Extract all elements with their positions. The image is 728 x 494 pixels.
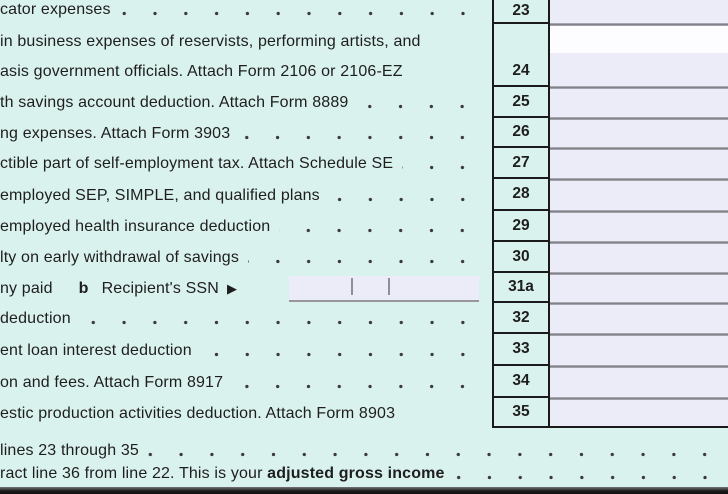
row-separator	[550, 272, 728, 275]
row-separator	[550, 302, 728, 305]
line-29-label: employed health insurance deduction	[0, 218, 271, 235]
line-number: 30	[512, 247, 530, 265]
summary-label: ract line 36 from line 22. This is your	[0, 465, 268, 482]
leader-dots	[402, 154, 480, 174]
line-26-label: ng expenses. Attach Form 3903	[0, 125, 231, 142]
ssn-segment-divider	[388, 278, 390, 295]
line-35-description	[0, 404, 480, 424]
line-34-label: on and fees. Attach Form 8917	[0, 374, 224, 391]
summary-line-36-description	[0, 441, 722, 461]
line-27-label: ctible part of self-employment tax. Attach Schedule SE	[0, 155, 394, 172]
line-27-number-box	[494, 148, 548, 179]
line-number: 29	[512, 216, 530, 234]
line-33-amount-field[interactable]	[550, 336, 728, 364]
line-32-label: deduction	[0, 310, 71, 327]
line-24-amount-field[interactable]	[550, 53, 728, 84]
line-24-non-entry-area	[550, 26, 728, 53]
row-separator	[550, 241, 728, 244]
leader-dots	[120, 0, 480, 20]
line-29-description	[0, 217, 480, 237]
line-24-label-1: in business expenses of reservists, performing artists, and	[0, 33, 421, 50]
line-35-label: estic production activities deduction. Attach Form 8903	[0, 405, 396, 422]
line-31a-description	[0, 279, 480, 299]
leader-dots	[454, 464, 722, 484]
row-separator	[550, 397, 728, 400]
line-30-amount-field[interactable]	[550, 244, 728, 271]
line-35-number-box	[494, 398, 548, 428]
row-separator	[550, 117, 728, 120]
line-31a-sub-prefix: b	[78, 280, 89, 297]
leader-dots	[329, 186, 480, 206]
pointer-arrow-icon: ▶	[226, 281, 238, 296]
line-34-amount-field[interactable]	[550, 368, 728, 396]
summary-label-bold: adjusted gross income	[267, 465, 445, 482]
leader-dots	[201, 341, 480, 361]
line-33-label: ent loan interest deduction	[0, 342, 192, 359]
line-27-description	[0, 154, 480, 174]
row-separator	[550, 333, 728, 336]
line-25-label: th savings account deduction. Attach Form 8889	[0, 94, 349, 111]
line-24-number-box	[494, 24, 548, 87]
leader-dots	[248, 248, 480, 268]
summary-label: lines 23 through 35	[0, 442, 139, 459]
leader-dots	[357, 93, 480, 113]
line-23-amount-field[interactable]	[550, 2, 728, 22]
line-28-description	[0, 186, 480, 206]
leader-dots	[239, 124, 480, 144]
line-26-description	[0, 124, 480, 144]
line-28-amount-field[interactable]	[550, 181, 728, 209]
line-31a-amount-field[interactable]	[550, 275, 728, 301]
entry-grid-bottom-border	[492, 426, 728, 429]
line-number: 31a	[508, 278, 534, 295]
leader-dots	[232, 373, 480, 393]
line-24-label-2: asis government officials. Attach Form 2106 or 2106-EZ	[0, 63, 403, 80]
line-23-description	[0, 0, 480, 20]
line-34-description	[0, 373, 480, 393]
amount-entry-column	[550, 0, 728, 428]
line-34-number-box	[494, 366, 548, 398]
line-number: 33	[512, 340, 530, 357]
line-number: 25	[512, 92, 530, 110]
line-25-description	[0, 93, 480, 113]
line-32-description	[0, 309, 480, 329]
line-25-amount-field[interactable]	[550, 89, 728, 116]
recipient-ssn-field[interactable]	[289, 276, 479, 302]
line-33-description	[0, 341, 480, 361]
line-31a-number-box	[494, 273, 548, 303]
line-28-number-box	[494, 179, 548, 211]
row-separator	[550, 365, 728, 368]
line-30-description	[0, 248, 480, 268]
leader-dots	[279, 217, 480, 237]
line-29-amount-field[interactable]	[550, 213, 728, 240]
line-number: 32	[512, 308, 530, 326]
summary-line-37-description	[0, 464, 722, 484]
line-27-amount-field[interactable]	[550, 150, 728, 177]
line-30-label: lty on early withdrawal of savings	[0, 249, 239, 266]
line-35-amount-field[interactable]	[550, 400, 728, 426]
line-number: 28	[512, 185, 530, 202]
row-separator	[550, 210, 728, 213]
line-number: 24	[512, 62, 530, 79]
row-separator	[550, 23, 728, 26]
line-32-number-box	[494, 303, 548, 334]
section-divider-bar	[0, 487, 728, 494]
row-separator	[550, 86, 728, 89]
line-31a-label: ny paid	[0, 280, 53, 297]
line-26-number-box	[494, 118, 548, 148]
leader-dots	[80, 309, 480, 329]
line-26-amount-field[interactable]	[550, 120, 728, 146]
line-number-column	[492, 0, 550, 428]
line-23-label: cator expenses	[0, 1, 111, 18]
line-31a-sub-label: Recipient's SSN	[101, 280, 219, 297]
line-25-number-box	[494, 87, 548, 118]
line-33-number-box	[494, 334, 548, 366]
leader-dots	[148, 441, 722, 461]
line-number: 26	[512, 123, 530, 140]
line-number: 23	[512, 2, 530, 19]
line-24-description	[0, 27, 480, 87]
row-separator	[550, 147, 728, 150]
line-28-label: employed SEP, SIMPLE, and qualified plans	[0, 187, 320, 204]
row-separator	[550, 178, 728, 181]
line-30-number-box	[494, 242, 548, 273]
line-number: 34	[512, 372, 530, 389]
line-23-number-box	[494, 0, 548, 24]
ssn-segment-divider	[351, 278, 353, 295]
line-32-amount-field[interactable]	[550, 305, 728, 332]
line-29-number-box	[494, 211, 548, 242]
line-number: 35	[512, 403, 530, 420]
line-number: 27	[512, 153, 530, 171]
